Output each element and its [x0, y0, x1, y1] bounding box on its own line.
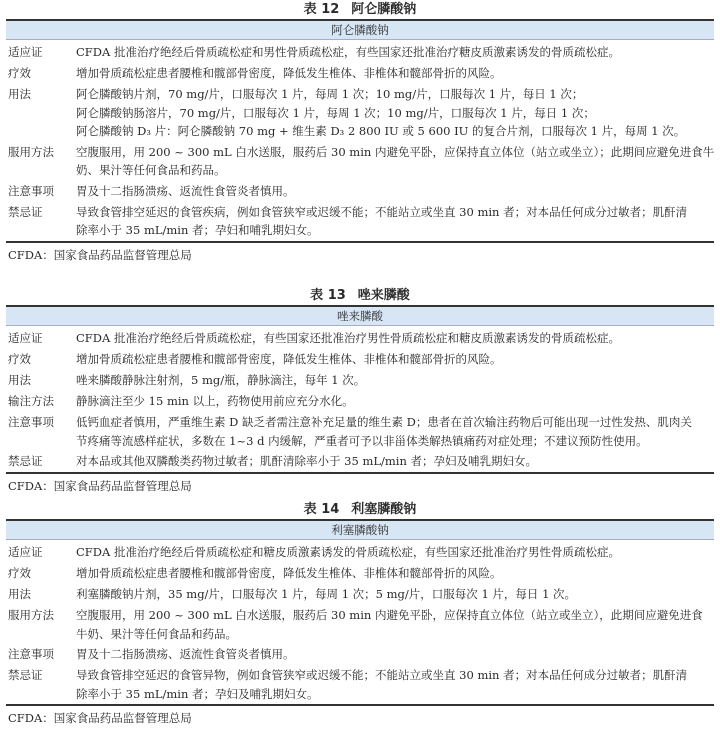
table-row — [6, 181, 714, 202]
table-name: 阿仑膦酸钠 — [351, 2, 417, 17]
row-label: 注意事项 — [8, 647, 54, 661]
row-content — [76, 329, 714, 348]
content-line: 利塞膦酸钠片剂，35 mg/片，口服每次 1 片，每周 1 次；5 mg/片，口服每次 1 片，每日 1 次。 — [76, 587, 577, 601]
row-content — [76, 666, 714, 703]
row-content — [76, 543, 714, 562]
content-line: 增加骨质疏松症患者腰椎和髋部骨密度，降低发生椎体、非椎体和髋部骨折的风险。 — [76, 66, 502, 80]
row-label: 疗效 — [8, 66, 31, 80]
table-body — [6, 40, 714, 241]
table-12 — [6, 1, 714, 264]
row-label: 禁忌证 — [8, 454, 43, 468]
table-name: 唑来膦酸 — [357, 288, 410, 303]
content-line: 除率小于 35 mL/min 者；孕妇及哺乳期妇女。 — [76, 686, 319, 701]
table-row — [6, 328, 714, 349]
content-line: 阿仑膦酸钠片剂，70 mg/片，口服每次 1 片，每周 1 次；10 mg/片，口服每次 1 片，每日 1 次； — [76, 87, 584, 101]
content-line: CFDA 批准治疗绝经后骨质疏松症和男性骨质疏松症，有些国家还批准治疗糖皮质激素诱发的骨质疏松症。 — [76, 45, 620, 59]
content-line: 阿仑膦酸钠肠溶片，70 mg/片，口服每次 1 片，每周 1 次；10 mg/片，口服每次 1 片，每日 1 次； — [76, 105, 595, 120]
row-label: 注意事项 — [8, 183, 54, 198]
row-label: 适应证 — [8, 545, 43, 559]
row-label: 服用方法 — [8, 144, 54, 159]
row-content — [76, 182, 714, 201]
content-line: 导致食管排空延迟的食管异物，例如食管狭窄或迟缓不能；不能站立或坐直 30 min 者；对本品任何成分过敏者；肌酐清 — [76, 668, 688, 682]
table-row — [6, 605, 714, 644]
row-label: 禁忌证 — [8, 668, 43, 682]
table-title — [6, 287, 714, 305]
content-line: 增加骨质疏松症患者腰椎和髋部骨密度，降低发生椎体、非椎体和髋部骨折的风险。 — [76, 352, 502, 366]
content-line: 节疼痛等流感样症状，多数在 1~3 d 内缓解，严重者可予以非甾体类解热镇痛药对症处理；不建议预防性使用。 — [76, 433, 648, 448]
table-body — [6, 326, 714, 472]
table-row — [6, 84, 714, 142]
table-row — [6, 391, 714, 412]
content-line: 胃及十二指肠溃疡、返流性食管炎者慎用。 — [76, 647, 295, 661]
content-line: 增加骨质疏松症患者腰椎和髋部骨密度，降低发生椎体、非椎体和髋部骨折的风险。 — [76, 566, 502, 580]
content-line: CFDA 批准治疗绝经后骨质疏松症，有些国家还批准治疗男性骨质疏松症和糖皮质激素诱发的骨质疏松症。 — [76, 331, 620, 345]
row-label: 禁忌证 — [8, 204, 43, 219]
row-label: 适应证 — [8, 45, 43, 59]
table-row — [6, 370, 714, 391]
row-label: 疗效 — [8, 352, 31, 366]
content-line: 空腹服用，用 200 ~ 300 mL 白水送服，服药后 30 min 内避免平卧，应保持直立体位（站立或坐立）；此期间应避免进食牛 — [76, 144, 715, 159]
row-label: 注意事项 — [8, 415, 54, 429]
content-line: 空腹服用，用 200 ~ 300 mL 白水送服，服药后 30 min 内避免平卧，应保持直立体位（站立或坐立），此期间应避免进食 — [76, 608, 703, 622]
table-title — [6, 1, 714, 19]
row-content — [76, 564, 714, 583]
content-line: 除率小于 35 mL/min 者；孕妇和哺乳期妇女。 — [76, 223, 319, 237]
content-line: 导致食管排空延迟的食管疾病，例如食管狭窄或迟缓不能；不能站立或坐直 30 min 者；对本品任何成分过敏者；肌酐清 — [76, 204, 688, 219]
table-footnote: CFDA：国家食品药品监督管理总局 — [8, 247, 192, 262]
table-row — [6, 584, 714, 605]
row-content — [76, 43, 714, 62]
row-label: 用法 — [8, 373, 31, 387]
row-content — [76, 371, 714, 390]
content-line: 低钙血症者慎用，严重维生素 D 缺乏者需注意补充足量的维生素 D；患者在首次输注药物后可能出现一过性发热、肌肉关 — [76, 415, 692, 429]
table-row — [6, 451, 714, 472]
table-row — [6, 202, 714, 241]
content-line: 奶、果汁等任何食品和药品。 — [76, 163, 226, 177]
row-content — [76, 452, 714, 471]
table-13 — [6, 287, 714, 495]
row-content — [76, 350, 714, 369]
row-content — [76, 606, 714, 643]
table-footnote: CFDA：国家食品药品监督管理总局 — [8, 711, 192, 725]
table-number: 表 14 — [303, 502, 340, 517]
row-label: 疗效 — [8, 566, 31, 580]
content-line: 对本品或其他双膦酸类药物过敏者；肌酐清除率小于 35 mL/min 者；孕妇及哺乳期妇女。 — [76, 454, 538, 468]
table-number: 表 12 — [303, 2, 340, 17]
table-row — [6, 142, 714, 181]
content-line: 胃及十二指肠溃疡、返流性食管炎者慎用。 — [76, 183, 295, 198]
row-label: 适应证 — [8, 331, 43, 345]
row-content — [76, 585, 714, 604]
row-content — [76, 392, 714, 411]
table-header: 阿仑膦酸钠 — [6, 19, 714, 40]
row-label: 用法 — [8, 587, 31, 601]
table-title — [6, 501, 714, 519]
row-label: 输注方法 — [8, 394, 54, 408]
row-content — [76, 413, 714, 450]
row-content — [76, 645, 714, 664]
row-content — [76, 64, 714, 83]
table-14 — [6, 501, 714, 727]
row-content — [76, 143, 714, 180]
table-name: 利塞膦酸钠 — [351, 502, 417, 517]
table-row — [6, 644, 714, 665]
content-line: 阿仑膦酸钠 D₃ 片：阿仑膦酸钠 70 mg + 维生素 D₃ 2 800 IU 或 5 600 IU 的复合片剂，口服每次 1 片，每周 1 次。 — [76, 124, 686, 138]
table-row — [6, 63, 714, 84]
table-row — [6, 542, 714, 563]
table-header: 利塞膦酸钠 — [6, 519, 714, 540]
table-row — [6, 412, 714, 451]
table-footnote: CFDA：国家食品药品监督管理总局 — [8, 479, 192, 493]
row-content — [76, 203, 714, 240]
row-label: 用法 — [8, 87, 31, 101]
content-line: 唑来膦酸静脉注射剂，5 mg/瓶，静脉滴注，每年 1 次。 — [76, 373, 366, 387]
table-row — [6, 349, 714, 370]
table-number: 表 13 — [310, 288, 346, 303]
table-row — [6, 563, 714, 584]
content-line: CFDA 批准治疗绝经后骨质疏松症和糖皮质激素诱发的骨质疏松症，有些国家还批准治疗男性骨质疏松症。 — [76, 545, 620, 559]
table-row — [6, 42, 714, 63]
row-label: 服用方法 — [8, 608, 54, 622]
row-content — [76, 85, 714, 141]
content-line: 牛奶、果汁等任何食品和药品。 — [76, 626, 237, 641]
table-body — [6, 540, 714, 704]
content-line: 静脉滴注至少 15 min 以上，药物使用前应充分水化。 — [76, 394, 354, 408]
table-header: 唑来膦酸 — [6, 305, 714, 326]
table-row — [6, 665, 714, 704]
